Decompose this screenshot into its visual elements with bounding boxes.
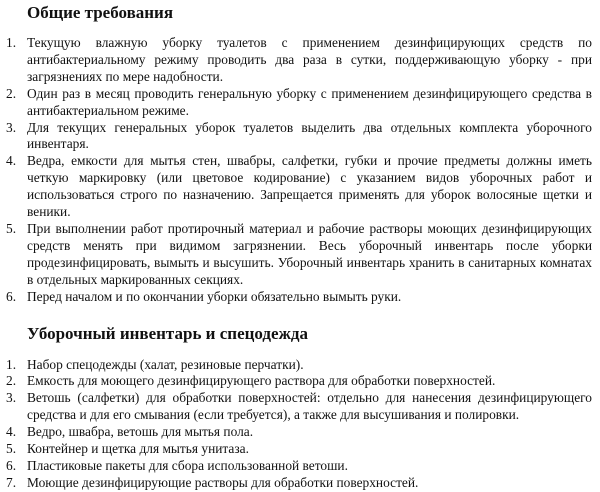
list-item: 2. Один раз в месяц проводить генеральную уборку с применением дезинфицирующего средства в антибактериальном режиме. [6,85,592,118]
list-item: 7. Моющие дезинфицирующие растворы для обработки поверхностей. [6,474,419,490]
section-heading-inventory: Уборочный инвентарь и спецодежда [27,323,308,343]
inventory-list [0,357,592,492]
list-item: 6. Пластиковые пакеты для сбора использованной ветоши. [6,457,348,473]
list-item: 3. Ветошь (салфетки) для обработки поверхностей: отдельно для нанесения дезинфицирующего средства и для его смывания (если требуется), а также для высушивания и полировки. [6,390,592,423]
list-item: 1. Набор спецодежды (халат, резиновые перчатки). [6,356,304,372]
list-item: 6. Перед началом и по окончании уборки обязательно вымыть руки. [6,288,402,304]
general-requirements-list [0,35,592,306]
section-heading-general: Общие требования [27,3,174,22]
list-item: 4. Ведра, емкости для мытья стен, швабры, салфетки, губки и прочие предметы должны иметь четкую маркировку (или цветовое кодирование) с указанием видов уборочных работ и использоваться строго по назначению. Запрещается применять для уборок волосяные щетки и веники. [6,153,592,220]
list-item: 3. Для текущих генеральных уборок туалетов выделить два отдельных комплекта уборочного инвентаря. [6,119,592,152]
list-item: 5. Контейнер и щетка для мытья унитаза. [6,441,249,457]
list-item: 2. Емкость для моющего дезинфицирующего раствора для обработки поверхностей. [6,373,496,389]
list-item: 4. Ведро, швабра, ветошь для мытья пола. [6,424,254,440]
list-item: 5. При выполнении работ протирочный материал и рабочие растворы моющих дезинфицирующих средств менять при видимом загрязнении. Весь уборочный инвентарь после уборки продезинфицировать, вымыть и высушить. Уборочный инвентарь хранить в санитарных комнатах в отдельных маркированных секциях. [6,220,592,287]
list-item: 1. Текущую влажную уборку туалетов с применением дезинфицирующих средств по антибактериальному режиму проводить два раза в сутки, поддерживающую уборку - при загрязнениях по мере надобности. [6,35,592,84]
